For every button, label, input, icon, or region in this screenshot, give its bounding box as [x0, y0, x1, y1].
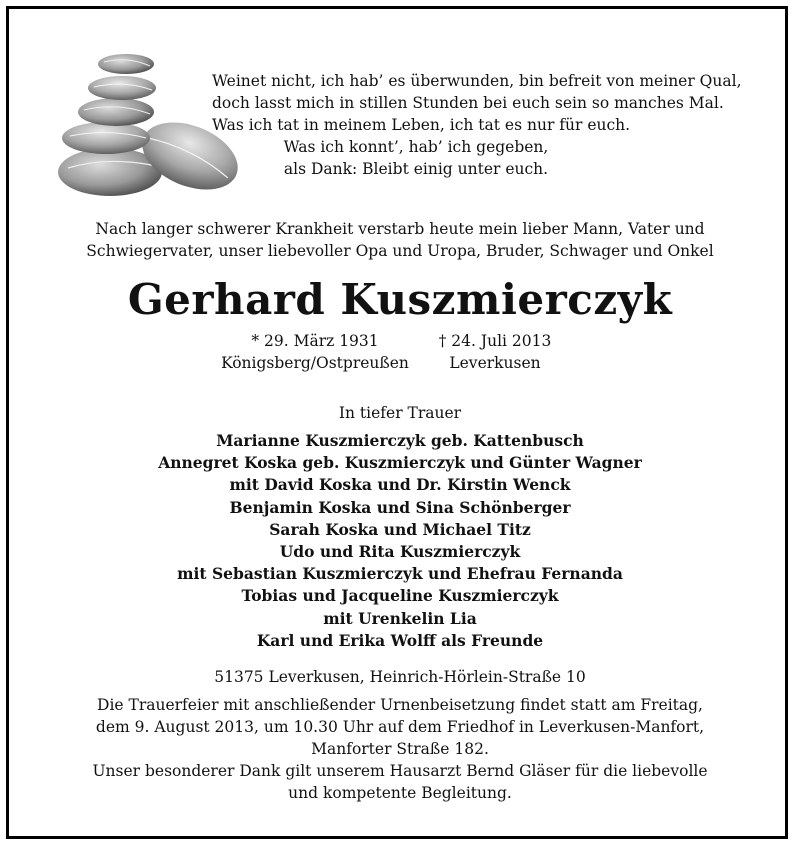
poem-line: doch lasst mich in stillen Stunden bei euch sein so manches Mal.	[212, 94, 724, 112]
family-address: 51375 Leverkusen, Heinrich-Hörlein-Straße 10	[214, 668, 586, 686]
death-announcement	[60, 218, 740, 262]
service-line: Die Trauerfeier mit anschließender Urnenbeisetzung findet statt am Freitag,	[97, 696, 703, 714]
mourner-entry: Karl und Erika Wolff als Freunde	[256, 630, 544, 650]
poem-line: als Dank: Bleibt einig unter euch.	[283, 160, 549, 178]
mourners-list	[100, 430, 700, 652]
poem-line: Was ich konnt’, hab’ ich gegeben,	[283, 138, 549, 156]
poem	[212, 70, 742, 180]
poem-line: Was ich tat in meinem Leben, ich tat es nur für euch.	[212, 116, 631, 134]
mourner-entry: mit Urenkelin Lia	[323, 608, 477, 628]
death-place: Leverkusen	[449, 354, 541, 372]
announcement-line: Nach langer schwerer Krankheit verstarb heute mein lieber Mann, Vater und	[95, 220, 705, 238]
death-date: † 24. Juli 2013	[438, 332, 552, 350]
service-line: dem 9. August 2013, um 10.30 Uhr auf dem Friedhof in Leverkusen-Manfort,	[95, 718, 705, 736]
service-line: Manforter Straße 182.	[311, 740, 489, 758]
service-line: Unser besonderer Dank gilt unserem Hausarzt Bernd Gläser für die liebevolle	[92, 762, 708, 780]
mourner-entry: Sarah Koska und Michael Titz	[269, 519, 531, 539]
mourner-entry: mit Sebastian Kuszmierczyk und Ehefrau Fernanda	[177, 564, 623, 584]
mourner-entry: Udo und Rita Kuszmierczyk	[279, 542, 521, 562]
announcement-line: Schwiegervater, unser liebevoller Opa und Uropa, Bruder, Schwager und Onkel	[86, 242, 714, 260]
birth-place: Königsberg/Ostpreußen	[221, 354, 409, 372]
birth-info	[220, 330, 410, 374]
deceased-name: Gerhard Kuszmierczyk	[127, 275, 673, 324]
birth-date: * 29. März 1931	[251, 332, 379, 350]
poem-line: Weinet nicht, ich hab’ es überwunden, bin befreit von meiner Qual,	[212, 72, 742, 90]
mourner-entry: Marianne Kuszmierczyk geb. Kattenbusch	[216, 431, 584, 450]
mourner-entry: mit David Koska und Dr. Kirstin Wenck	[229, 475, 571, 495]
mourning-heading: In tiefer Trauer	[338, 404, 462, 422]
death-info	[420, 330, 570, 374]
mourner-entry: Tobias und Jacqueline Kuszmierczyk	[241, 586, 559, 606]
service-line: und kompetente Begleitung.	[288, 784, 512, 802]
funeral-service-info	[60, 694, 740, 804]
mourner-entry: Benjamin Koska und Sina Schönberger	[229, 497, 571, 517]
mourner-entry: Annegret Koska geb. Kuszmierczyk und Günter Wagner	[158, 453, 642, 473]
